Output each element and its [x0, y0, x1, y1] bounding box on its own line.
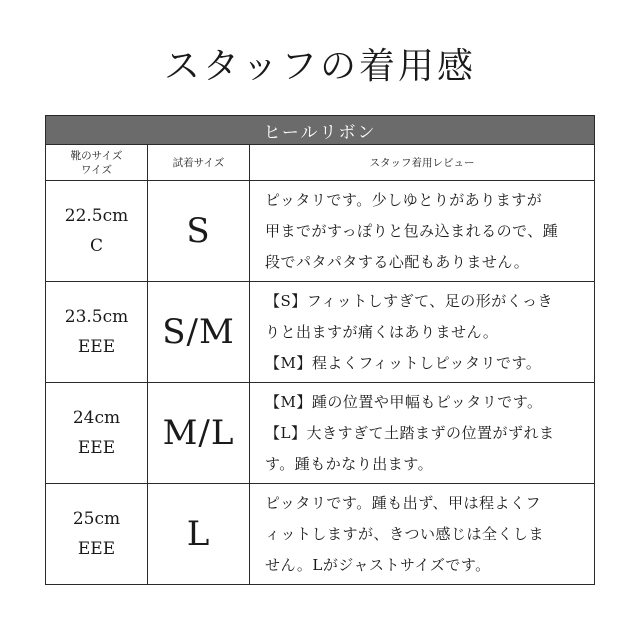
- review-line: ピッタリです。踵も出ず、甲は程よくフ: [265, 493, 542, 512]
- table-row: [46, 181, 595, 282]
- shoe-width: EEE: [77, 438, 116, 458]
- shoe-size-cell: [46, 383, 148, 484]
- review-line: ピッタリです。少しゆとりがありますが: [265, 190, 543, 209]
- review-line: 【M】程よくフィットしピッタリです。: [265, 353, 542, 372]
- trial-size: S/M: [148, 282, 250, 383]
- shoe-size: 22.5cm: [64, 206, 129, 226]
- trial-size: L: [148, 484, 250, 585]
- shoe-size-cell: [46, 181, 148, 282]
- review-line: せん。Lがジャストサイズです。: [265, 555, 491, 574]
- review-cell: [250, 181, 595, 282]
- review-line: す。踵もかなり出ます。: [265, 454, 434, 473]
- review-cell: [250, 383, 595, 484]
- table-row: [46, 383, 595, 484]
- table-row: [46, 484, 595, 585]
- page-title: スタッフの着用感: [163, 46, 476, 87]
- shoe-size-cell: [46, 484, 148, 585]
- review-line: りと出ますが痛くはありません。: [265, 322, 499, 341]
- review-line: 【L】大きすぎて土踏まずの位置がずれま: [265, 423, 555, 442]
- header-shoe-size-line2: ワイズ: [80, 163, 113, 176]
- shoe-size: 25cm: [72, 509, 121, 529]
- header-shoe-size-line1: 靴のサイズ: [70, 149, 123, 162]
- product-name: ヒールリボン: [46, 116, 595, 145]
- fit-table: [45, 115, 595, 585]
- review-line: 【M】踵の位置や甲幅もピッタリです。: [265, 392, 543, 411]
- table-band-row: [46, 116, 595, 145]
- header-shoe-size: [46, 145, 148, 181]
- header-trial-size: 試着サイズ: [148, 145, 250, 181]
- table-row: [46, 282, 595, 383]
- review-line: 【S】フィットしすぎて、足の形がくっき: [265, 291, 553, 310]
- shoe-size: 23.5cm: [64, 307, 129, 327]
- review-cell: [250, 484, 595, 585]
- review-line: 段でパタパタする心配もありません。: [265, 252, 530, 271]
- review-cell: [250, 282, 595, 383]
- review-line: ィットしますが、きつい感じは全くしま: [265, 524, 545, 543]
- shoe-width: EEE: [77, 539, 116, 559]
- table-header-row: [46, 145, 595, 181]
- shoe-width: EEE: [77, 337, 116, 357]
- trial-size: S: [148, 181, 250, 282]
- shoe-width: C: [89, 236, 103, 256]
- shoe-size: 24cm: [72, 408, 121, 428]
- header-review: スタッフ着用レビュー: [250, 145, 595, 181]
- review-line: 甲までがすっぽりと包み込まれるので、踵: [265, 221, 559, 240]
- trial-size: M/L: [148, 383, 250, 484]
- shoe-size-cell: [46, 282, 148, 383]
